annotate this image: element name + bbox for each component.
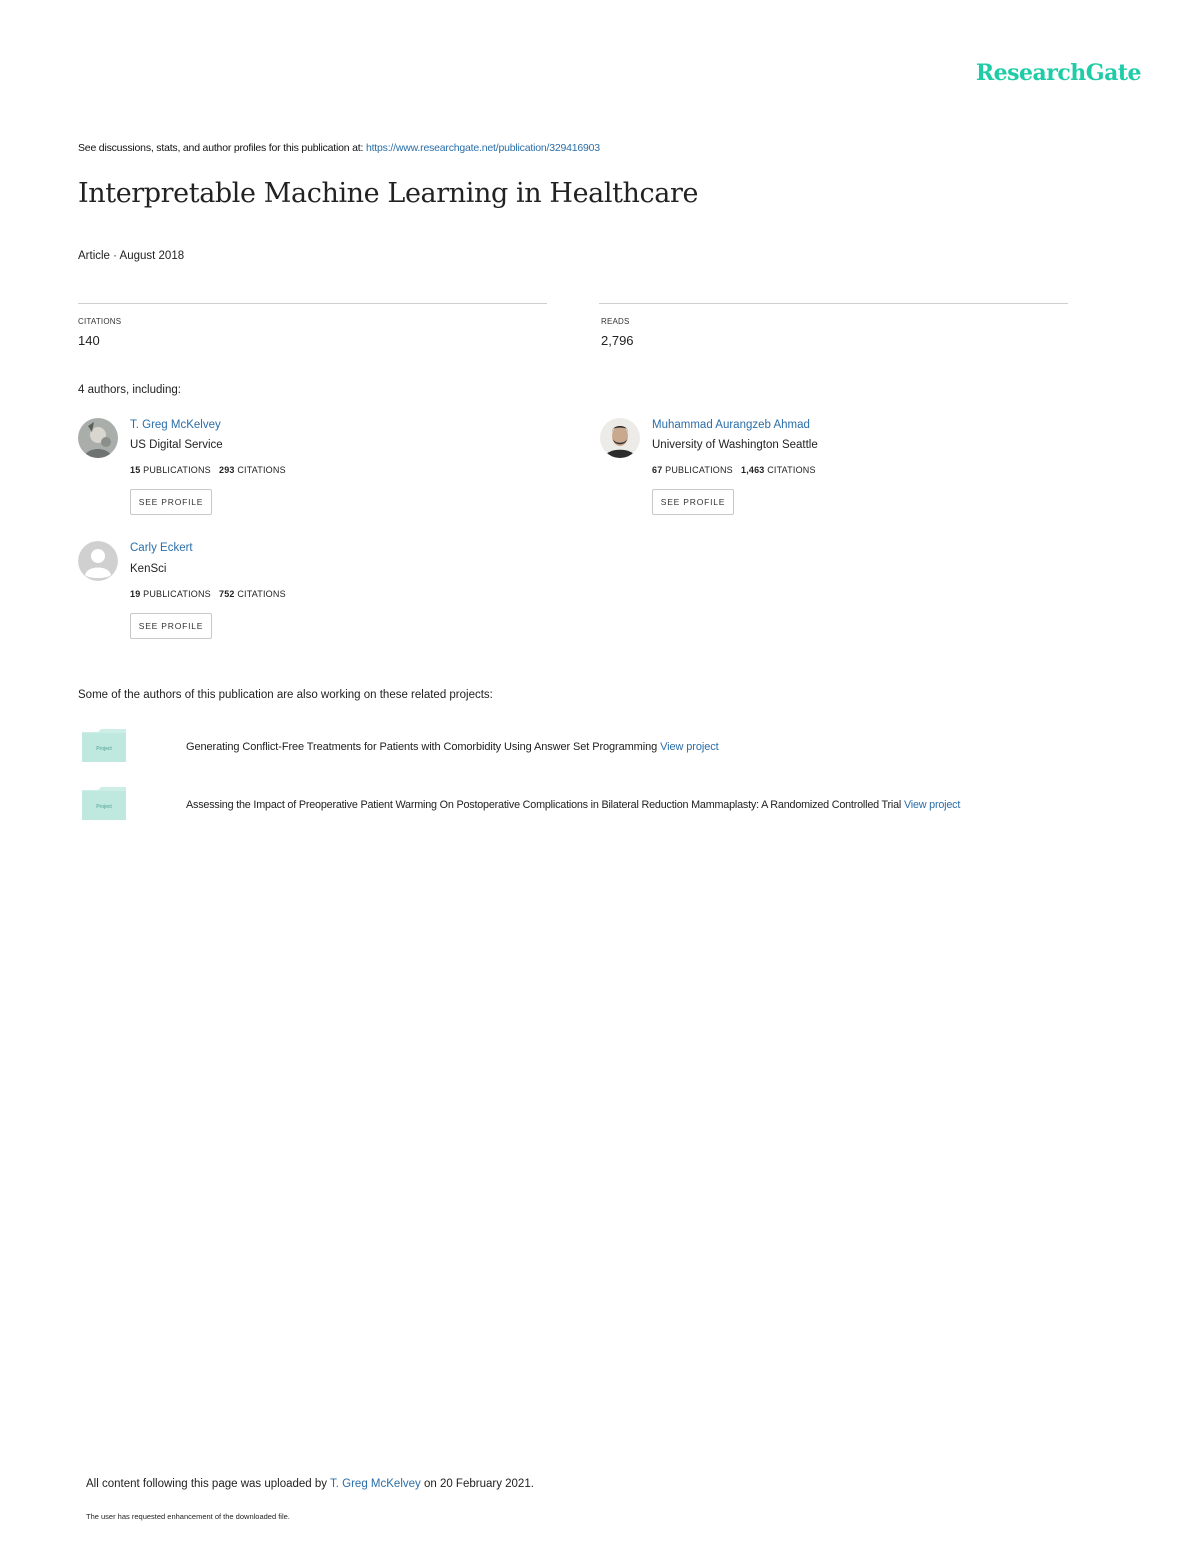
author-stats [652, 465, 816, 475]
author-citations-count: 752 [218, 589, 235, 599]
publication-title: Interpretable Machine Learning in Healthcare [78, 178, 699, 209]
upload-prefix: All content following this page was uploaded by [86, 1478, 331, 1490]
author-institution: US Digital Service [130, 439, 223, 451]
see-profile-button[interactable]: SEE PROFILE [130, 489, 212, 515]
author-publications-count: 67 [652, 465, 663, 475]
author-citations-label: CITATIONS [237, 465, 286, 475]
upload-suffix: on 20 February 2021. [420, 1478, 534, 1490]
see-discussions-text: See discussions, stats, and author profiles for this publication at: [78, 142, 366, 154]
avatar-icon[interactable] [78, 418, 118, 458]
author-publications-label: PUBLICATIONS [143, 465, 211, 475]
publication-meta: Article · August 2018 [78, 250, 185, 262]
citations-label: CITATIONS [78, 317, 122, 326]
author-stats [130, 589, 286, 599]
author-name-link[interactable]: Muhammad Aurangzeb Ahmad [652, 419, 810, 431]
author-institution: University of Washington Seattle [652, 439, 818, 451]
reads-value: 2,796 [601, 333, 634, 348]
publication-url-link[interactable]: https://www.researchgate.net/publication/329416903 [365, 142, 600, 154]
reads-label: READS [601, 317, 630, 326]
author-name-link[interactable]: Carly Eckert [130, 542, 193, 554]
avatar-icon[interactable] [600, 418, 640, 458]
authors-heading: 4 authors, including: [78, 384, 181, 396]
reads-divider [599, 303, 1068, 304]
author-publications-count: 19 [130, 589, 141, 599]
project-title: Assessing the Impact of Preoperative Patient Warming On Postoperative Complications in Bilateral Reduction Mammaplasty: A Randomized Controlled Trial [186, 799, 904, 811]
author-stats [130, 465, 286, 475]
project-icon-label: Project [96, 804, 112, 810]
project-item [186, 741, 719, 753]
view-project-link[interactable]: View project [903, 799, 961, 811]
see-profile-button[interactable]: SEE PROFILE [652, 489, 734, 515]
author-citations-label: CITATIONS [237, 589, 286, 599]
author-institution: KenSci [130, 563, 167, 575]
citations-divider [78, 303, 547, 304]
researchgate-logo[interactable]: ResearchGate [975, 60, 1141, 86]
project-folder-icon[interactable] [82, 728, 126, 762]
author-citations-count: 293 [218, 465, 235, 475]
projects-heading: Some of the authors of this publication are also working on these related projects: [78, 689, 493, 701]
author-citations-label: CITATIONS [767, 465, 816, 475]
author-publications-label: PUBLICATIONS [665, 465, 733, 475]
author-publications-count: 15 [130, 465, 141, 475]
project-icon-label: Project [96, 746, 112, 752]
uploader-link[interactable]: T. Greg McKelvey [330, 1478, 421, 1490]
see-discussions-line [78, 142, 600, 154]
author-publications-label: PUBLICATIONS [143, 589, 211, 599]
upload-note [86, 1478, 534, 1490]
project-title: Generating Conflict-Free Treatments for Patients with Comorbidity Using Answer Set Programming [186, 741, 661, 753]
default-avatar-icon[interactable] [78, 541, 118, 581]
author-citations-count: 1,463 [740, 465, 765, 475]
citations-value: 140 [78, 333, 100, 348]
project-folder-icon[interactable] [82, 786, 126, 820]
see-profile-button[interactable]: SEE PROFILE [130, 613, 212, 639]
author-name-link[interactable]: T. Greg McKelvey [130, 419, 221, 431]
project-item [186, 799, 960, 811]
view-project-link[interactable]: View project [660, 741, 719, 753]
enhancement-note: The user has requested enhancement of the downloaded file. [86, 1512, 290, 1521]
